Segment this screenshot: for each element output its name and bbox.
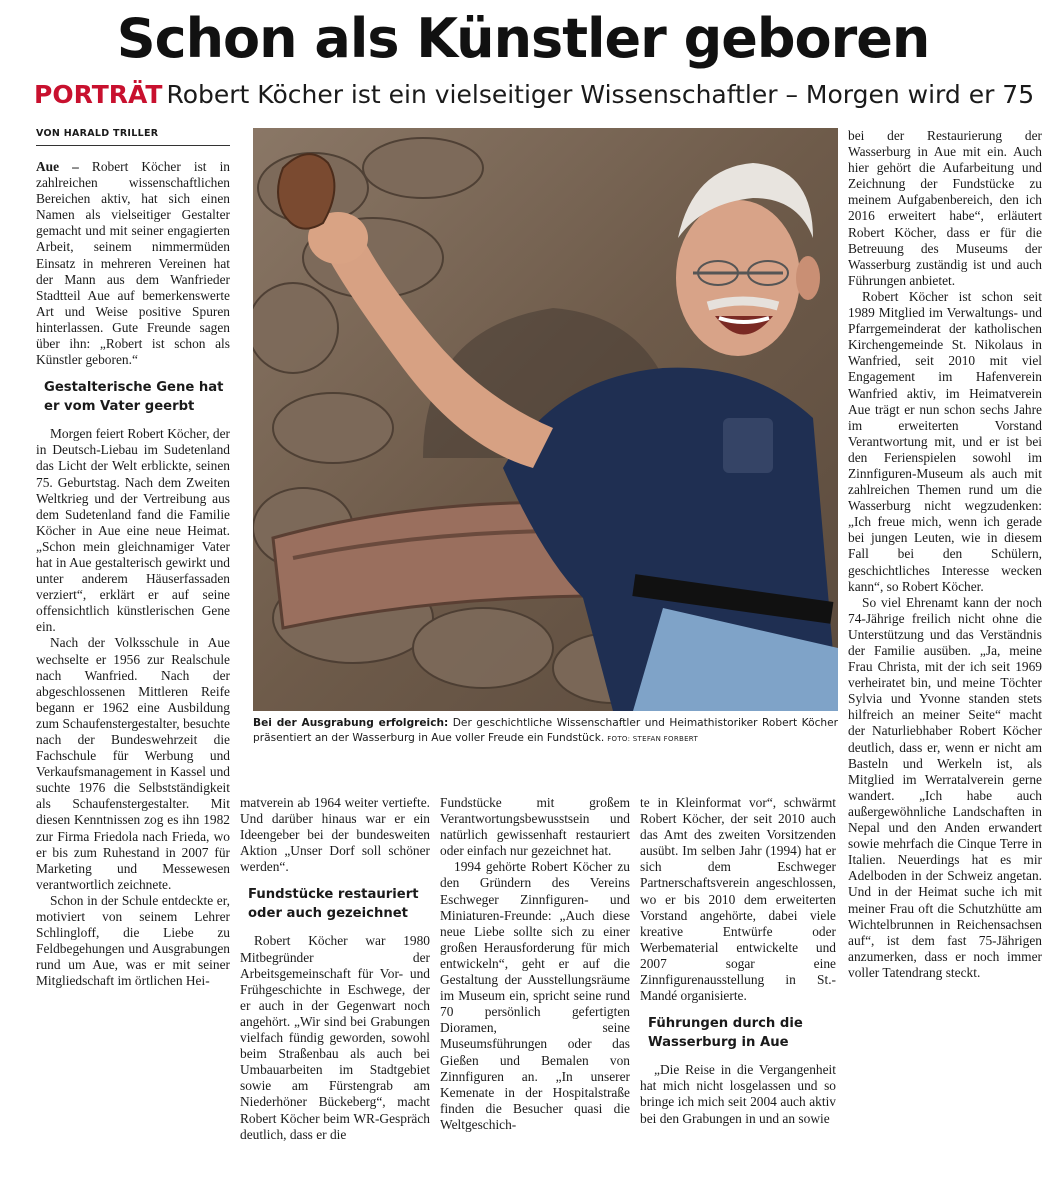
caption-text: Der geschichtliche Wissenschaftler und Heimathistoriker Robert Köcher präsentiert an der Wasserburg in Aue voller Freude ein Fundstück. [253, 717, 838, 744]
paragraph: Fundstücke mit großem Verantwortungsbewusstsein und natürlich gewissenhaft restauriert oder einfach nur gezeichnet hat. [440, 795, 630, 859]
article-column-1 [36, 159, 230, 990]
subheading: Führungen durch die Wasserburg in Aue [648, 1016, 803, 1051]
paragraph: matverein ab 1964 weiter vertiefte. Und darüber hinaus war er ein Ideengeber bei der bundesweiten Aktion „Unser Dorf soll schöner werden“. [240, 795, 430, 875]
paragraph: „Die Reise in die Vergangenheit hat mich nicht losgelassen und so bringe ich mich seit 2004 auch aktiv bei den Grabungen in und an sowie [640, 1062, 836, 1126]
photo-image [253, 128, 838, 711]
author-byline: VON HARALD TRILLER [36, 128, 159, 139]
headline: Schon als Künstler geboren [116, 7, 930, 70]
article-photo [253, 128, 838, 711]
paragraph: Schon in der Schule entdeckte er, motiviert von seinem Lehrer Schlingloff, die Liebe zu Feldbegehungen und Ausgrabungen rund um Aue, was er mit seiner Mitgliedschaft im örtlichen Hei- [36, 892, 230, 989]
subheading: Fundstücke restauriert oder auch gezeichnet [248, 887, 419, 922]
paragraph-text: Robert Köcher ist in zahlreichen wissenschaftlichen Bereichen aktiv, hat sich einen Namen als vielseitiger Gestalter gemacht und mit seiner engagierten Arbeit, seinem nimmermüden Einsatz in mehreren Vereinen hat der Mann aus dem Wanfrieder Stadtteil Aue auf bemerkenswerte Art und Weise positive Spuren hinterlassen. Gute Freunde sagen über ihn: „Robert ist schon als Künstler geboren.“ [36, 159, 230, 368]
paragraph [36, 159, 230, 368]
paragraph: te in Kleinformat vor“, schwärmt Robert Köcher, der seit 2010 auch das Amt des zweiten Vorsitzenden ausübt. Im selben Jahr (1994) hat er sich dem Eschweger Partnerschaftsverein angeschlossen, wo er bis 2010 dem erweiterten Vorstand angehörte, dabei viele kreative Entwürfe oder Werbematerial entwickelte und 2007 sogar eine Zinnfigurenausstellung in St.- Mandé organisierte. [640, 795, 836, 1004]
subheadline-text: Robert Köcher ist ein vielseitiger Wissenschaftler – Morgen wird er 75 [166, 80, 1035, 109]
paragraph: Robert Köcher ist schon seit 1989 Mitglied im Verwaltungs- und Pfarrgemeinderat der katholischen Kirchengemeinde St. Nikolaus in Wanfried, seit 2010 mit viel Engagement im Hafenverein Wanfried aktiv, im Heimatverein Aue trägt er nun schon sechs Jahre im erweiterten Vorstand Verantwortung mit, und er ist bei den Ferienspielen sowohl im Zinnfiguren-Museum als auch mit zahlreichen Themen rund um die Wasserburg nicht wegzudenken: „Ich freue mich, wenn ich gerade bei jungen Leuten, wie in diesem Fall bei den Schülern, geschichtliches Interesse wecken kann“, so Robert Köcher. [848, 288, 1042, 594]
paragraph: Morgen feiert Robert Köcher, der in Deutsch-Liebau im Sudetenland das Licht der Welt erblickte, seinen 75. Geburtstag. Nach dem Zweiten Weltkrieg und der Vertreibung aus dem Sudetenland fand die Familie Köcher in Aue eine neue Heimat. „Schon mein gleichnamiger Vater hat in Aue gestalterisch gewirkt und unter anderem Häuserfassaden verziert“, erklärt er auf seine offensichtlich künstlerischen Gene ein. [36, 426, 230, 635]
article-column-2 [240, 795, 430, 1143]
paragraph: bei der Restaurierung der Wasserburg in Aue mit ein. Auch hier gehört die Aufarbeitung und Zeichnung der Fundstücke zu meinem Aufgabenbereich, den ich 2016 erweitert habe“, erläutert Robert Köcher, dass er für die Betreuung des Museums der Wasserburg zuständig ist und auch Führungen anbietet. [848, 128, 1042, 288]
paragraph: Robert Köcher war 1980 Mitbegründer der Arbeitsgemeinschaft für Vor- und Frühgeschichte in Eschwege, der er auch in der Gegenwart noch angehört. „Wir sind bei Grabungen vielfach fündig geworden, sowohl beim Straßenbau als auch bei Umbauarbeiten im Stadtgebiet sowie am Fürstengrab am Niederhöner Bückeberg“, macht Robert Köcher beim WR-Gespräch deutlich, dass er die [240, 933, 430, 1142]
article-column-3 [440, 795, 630, 1133]
paragraph: Nach der Volksschule in Aue wechselte er 1956 zur Realschule nach Wanfried. Nach der abgeschlossenen Mittleren Reife begann er 1962 eine Ausbildung zum Schaufenstergestalter, besuchte nach der Bundeswehrzeit die Fachschule für Werbung und Verkaufsmanagement in Kassel und suchte 1976 die Selbstständigkeit als Schaufenstergestalter. Mit diesen Kenntnissen zog es ihn 1982 zur Firma Friedola nach Frieda, wo er bis zum Ruhestand in 2007 für Marketing und Messewesen verantwortlich zeichnete. [36, 635, 230, 892]
paragraph: 1994 gehörte Robert Köcher zu den Gründern des Vereins Eschweger Zinnfiguren- und Miniaturen-Freunde: „Auch diese neue Liebe sollte sich zu einer großen Herausforderung für mich entwickeln“, geht er auf die Gestaltung der Ausstellungsräume im Museum ein, spricht seine rund 70 persönlich gefertigten Dioramen, seine Museumsführungen oder das Gießen und Bemalen von Zinnfiguren an. „In unserer Kemenate in der Hospitalstraße finden die Besucher quasi die Weltgeschich- [440, 859, 630, 1132]
article-column-4 [640, 795, 836, 1127]
kicker: PORTRÄT [34, 80, 163, 109]
article-column-5 [848, 128, 1042, 981]
subheading: Gestalterische Gene hat er vom Vater geerbt [44, 380, 224, 415]
photo-credit: FOTO: STEFAN FORBERT [607, 735, 699, 743]
dateline: Aue – [36, 159, 79, 174]
photo-caption [253, 716, 838, 747]
paragraph: So viel Ehrenamt kann der noch 74-Jährige freilich nicht ohne die Unterstützung und das Verständnis der Familie ausüben. „Ja, meine Frau Christa, mit der ich seit 1969 verheiratet bin, und meine Töchter Sylvia und Yvonne standen stets hilfreich an meiner Seite“ macht der Naturliebhaber Robert Köcher deutlich, dass er, wenn er nicht am Basteln und Werkeln ist, als Mitglied im Werratalverein gerne wandert. „Ich habe auch außergewöhnliche Landschaften in Nepal und den Anden erwandert sowie mehrfach die Cinque Terre in Italien. Neuerdings hat es mir Adelboden in der Schweiz angetan. Und in der Heimat suche ich mit meiner Frau oft die Schutzhütte am Wichtelbrunnen in Reichensachsen auf“, ist dem fast 75-Jährigen anzumerken, dass er noch immer voller Tatendrang steckt. [848, 594, 1042, 980]
caption-lead: Bei der Ausgrabung erfolgreich: [253, 717, 449, 729]
subheadline [34, 78, 1044, 112]
divider [36, 145, 230, 146]
